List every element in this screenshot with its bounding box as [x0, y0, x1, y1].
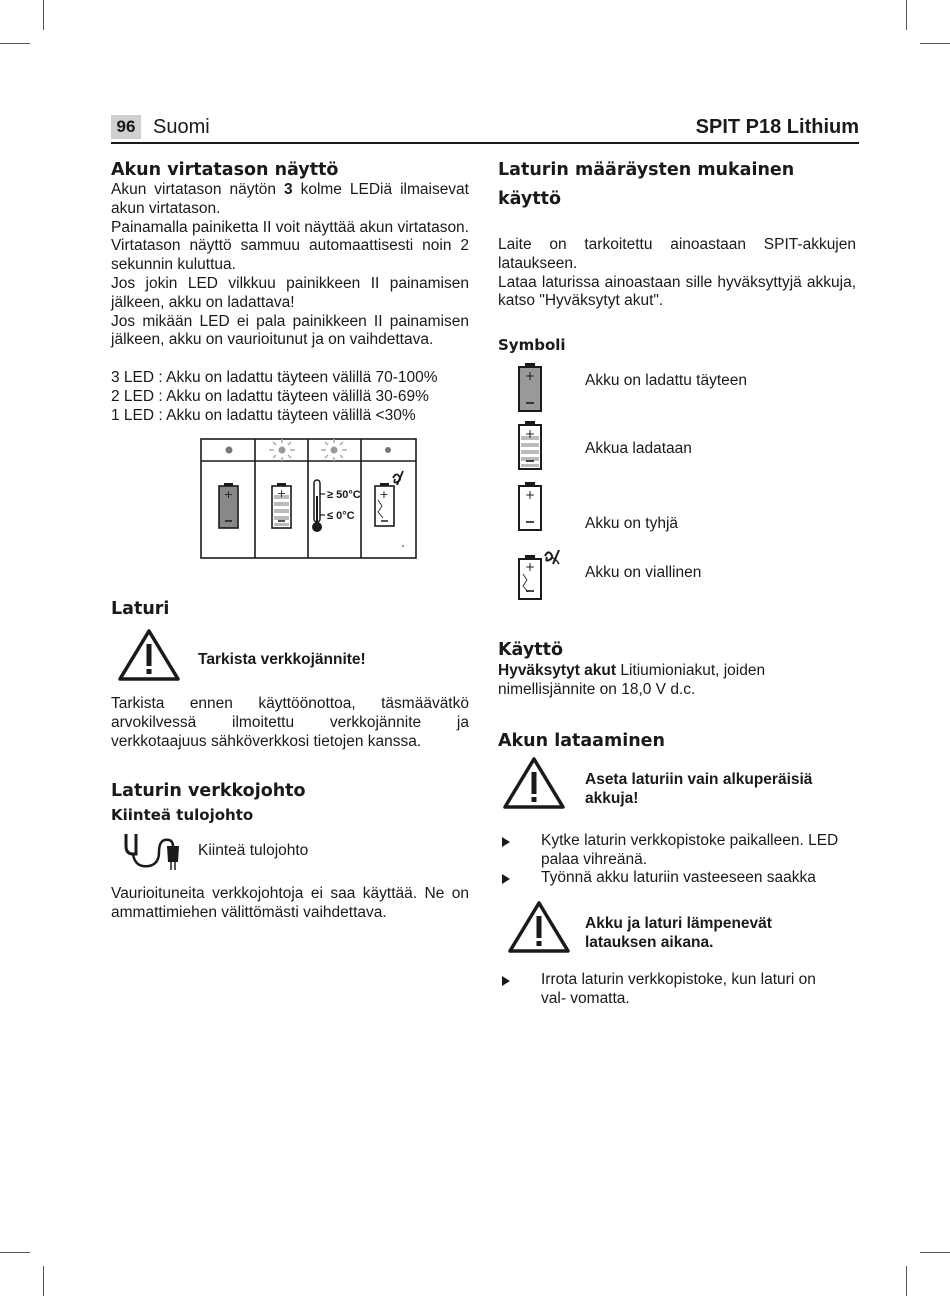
led-list-item: 2 LED : Akku on ladattu täyteen välillä 30-69% [111, 387, 429, 405]
bullet-arrow-icon [502, 837, 510, 847]
product-name: SPIT P18 Lithium [695, 116, 859, 138]
thermometer-icon [312, 480, 325, 532]
symbol-label: Akku on viallinen [585, 564, 702, 581]
led-list [111, 369, 469, 425]
crop-mark [43, 1266, 44, 1296]
paragraph: Painamalla painiketta II voit näyttää akun virtatason. Virtatason näyttö sammuu automaattisesti noin 2 sekunnin kuluttua. [111, 218, 469, 274]
section-title-charging: Akun lataaminen [498, 731, 666, 751]
svg-text:+: + [276, 487, 287, 500]
paragraph: nimellisjännite on 18,0 V d.c. [498, 680, 696, 698]
warning-text-original-batteries: Aseta laturiin vain alkuperäisiä akkuja! [585, 771, 813, 807]
battery-defective-icon [375, 471, 403, 526]
crop-mark [0, 1252, 30, 1253]
svg-text:+: + [524, 369, 536, 383]
warning-icon [507, 900, 571, 954]
temp-high-label: ≥ 50°C [327, 489, 361, 501]
step-item: Työnnä akku laturiin vasteeseen saakka [541, 869, 816, 886]
led-status-figure [200, 438, 418, 560]
crop-mark [906, 0, 907, 30]
section-title-charger: Laturi [111, 599, 170, 619]
section-title-operation: Käyttö [498, 640, 563, 660]
bullet-arrow-icon [502, 874, 510, 884]
section-title-intended-use-line2: käyttö [498, 189, 562, 209]
paragraph: Laite on tarkoitettu ainoastaan SPIT-akkujen lataukseen. [498, 236, 856, 272]
charger-text: Tarkista ennen käyttöönottoa, täsmäävätkö arvokilvessä ilmoitettu verkkojännite ja verkkotaajuus sähköverkkosi tietojen kanssa. [111, 695, 469, 750]
intended-use-text [498, 236, 856, 311]
paragraph: Jos jokin LED vilkkuu painikkeen II painamisen jälkeen, akku on ladattava! [111, 274, 469, 311]
crop-mark [43, 0, 44, 30]
paragraph: Lataa laturissa ainoastaan sille hyväksyttyjä akkuja, katso "Hyväksytyt akut". [498, 273, 856, 310]
warning-icon [117, 628, 181, 682]
warning-text-check-voltage: Tarkista verkkojännite! [198, 651, 366, 668]
svg-text:+: + [379, 488, 389, 501]
step-item: Irrota laturin verkkopistoke, kun laturi on val- vomatta. [541, 971, 816, 1007]
crop-mark [0, 43, 30, 44]
step-item: Kytke laturin verkkopistoke paikalleen. LED palaa vihreänä. [541, 832, 839, 868]
paragraph: Hyväksytyt akut Litiumioniakut, joiden [498, 662, 766, 679]
section-title-symbols: Symboli [498, 336, 566, 354]
led-list-item: 1 LED : Akku on ladattu täyteen välillä <30% [111, 406, 416, 424]
battery-empty-symbol-icon [515, 481, 545, 533]
page-header [111, 112, 859, 144]
page-number: 96 [111, 115, 141, 139]
svg-text:+: + [524, 560, 536, 574]
paragraph: Jos mikään LED ei pala painikkeen II painamisen jälkeen, akku on vaurioitunut ja on vaihdettava. [111, 312, 469, 349]
section-title-cord: Laturin verkkojohto [111, 781, 306, 801]
bullet-arrow-icon [502, 976, 510, 986]
warning-text-heat: Akku ja laturi lämpenevät latauksen aikana. [585, 915, 772, 951]
svg-text:+: + [223, 488, 234, 501]
led-list-item: 3 LED : Akku on ladattu täyteen välillä 70-100% [111, 369, 438, 386]
svg-text:+: + [524, 427, 536, 441]
battery-full-icon [219, 483, 238, 528]
operation-text [498, 662, 856, 700]
section-title-intended-use: Laturin määräysten mukainen [498, 160, 795, 180]
language-label: Suomi [153, 116, 210, 138]
section-title-battery-display: Akun virtatason näyttö [111, 160, 339, 180]
battery-defective-symbol-icon [515, 548, 565, 602]
battery-charging-icon [272, 483, 291, 528]
cord-icon-label: Kiinteä tulojohto [198, 842, 309, 859]
battery-charging-symbol-icon [515, 420, 545, 472]
symbol-label: Akku on ladattu täyteen [585, 372, 748, 389]
temp-low-label: ≤ 0°C [327, 510, 355, 522]
subsection-title-fixed-cord: Kiinteä tulojohto [111, 806, 254, 824]
warning-icon [502, 756, 566, 810]
battery-full-symbol-icon [515, 362, 545, 414]
crop-mark [920, 43, 950, 44]
symbol-label: Akku on tyhjä [585, 515, 679, 532]
crop-mark [920, 1252, 950, 1253]
power-cord-icon [123, 832, 185, 872]
cord-text: Vaurioituneita verkkojohtoja ei saa käyttää. Ne on ammattimiehen välittömästi vaihdettava. [111, 885, 469, 921]
battery-display-text [111, 181, 469, 350]
paragraph: Akun virtatason näytön 3 kolme LEDiä ilmaisevat akun virtatason. [111, 181, 469, 217]
symbol-label: Akkua ladataan [585, 440, 692, 457]
svg-text:+: + [524, 488, 536, 502]
crop-mark [906, 1266, 907, 1296]
